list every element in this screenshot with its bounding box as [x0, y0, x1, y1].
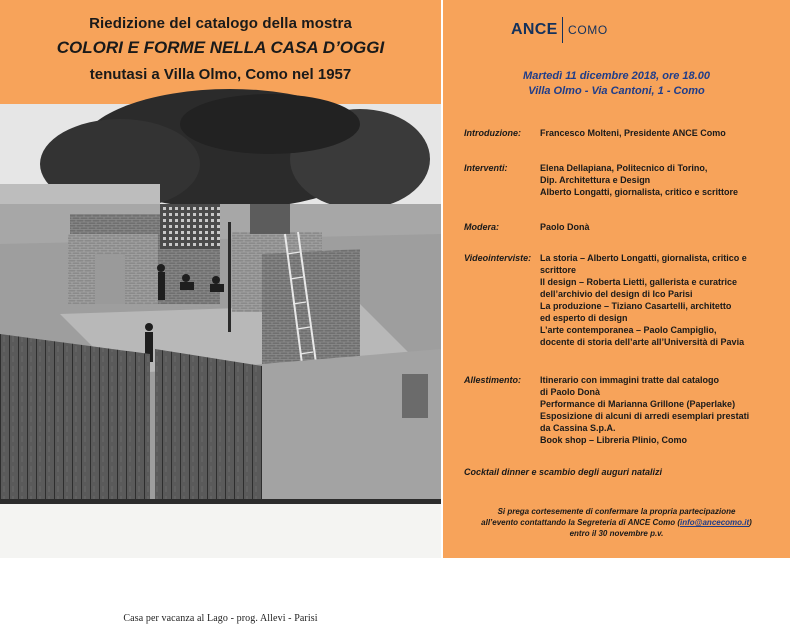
logo-city: COMO — [568, 23, 608, 37]
exhibition-title: COLORI E FORME NELLA CASA D’OGGI — [56, 38, 385, 57]
catalog-title-block — [0, 14, 441, 85]
program-line: L’arte contemporanea – Paolo Campiglio, — [540, 325, 717, 335]
program-line: Francesco Molteni, Presidente ANCE Como — [540, 128, 726, 138]
photo-caption: Casa per vacanza al Lago - prog. Allevi - Parisi — [123, 613, 318, 624]
title-line-1: Riedizione del catalogo della mostra — [89, 15, 352, 32]
event-date: Martedì 11 dicembre 2018, ore 18.00 — [523, 70, 710, 82]
rsvp-note — [443, 506, 790, 539]
program-label: Introduzione: — [464, 128, 521, 138]
program-line: scrittore — [540, 265, 577, 275]
logo-divider — [562, 17, 564, 43]
ance-como-logo — [511, 17, 608, 43]
construction-photo — [0, 104, 441, 504]
program-line: dell’archivio del design di Ico Parisi — [540, 289, 693, 299]
program-line: Book shop – Libreria Plinio, Como — [540, 435, 688, 445]
email-link[interactable]: info@ancecomo.it — [680, 518, 750, 527]
program-label: Modera: — [464, 222, 500, 232]
rsvp-line-2-end: ) — [749, 518, 752, 527]
program-label: Allestimento: — [464, 375, 522, 385]
logo-brand: ANCE — [511, 21, 558, 38]
rsvp-line-1: Si prega cortesemente di confermare la propria partecipazione — [497, 507, 736, 516]
cocktail-note: Cocktail dinner e scambio degli auguri natalizi — [464, 467, 663, 477]
program-value — [540, 162, 784, 198]
invitation-panel — [443, 0, 790, 558]
program-value — [540, 221, 784, 233]
rsvp-line-2-text: all’evento contattando la Segreteria di ANCE Como ( — [481, 518, 681, 527]
program-line: Esposizione di alcuni di arredi esemplari prestati — [540, 411, 750, 421]
program-line: Dip. Architettura e Design — [540, 175, 651, 185]
program-line: Itinerario con immagini tratte dal catalogo — [540, 375, 720, 385]
program-line: da Cassina S.p.A. — [540, 423, 616, 433]
photo-card — [0, 104, 441, 624]
title-line-3: tenutasi a Villa Olmo, Como nel 1957 — [89, 66, 352, 83]
program-value — [540, 127, 784, 139]
event-details — [443, 69, 790, 99]
program-label: Interventi: — [464, 163, 508, 173]
program-line: Paolo Donà — [540, 222, 590, 232]
program-line: Performance di Marianna Grillone (Paperlake) — [540, 399, 736, 409]
program-line: La storia – Alberto Longatti, giornalista, critico e — [540, 253, 747, 263]
program-value — [540, 252, 784, 348]
program-line: Elena Dellapiana, Politecnico di Torino, — [540, 163, 708, 173]
program-line: ed esperto di design — [540, 313, 628, 323]
program-line: Il design – Roberta Lietti, gallerista e curatrice — [540, 277, 738, 287]
event-location: Villa Olmo - Via Cantoni, 1 - Como — [528, 85, 705, 97]
program-line: di Paolo Donà — [540, 387, 601, 397]
rsvp-deadline: entro il 30 novembre p.v. — [569, 529, 664, 538]
program-line: Alberto Longatti, giornalista, critico e scrittore — [540, 187, 739, 197]
program-line: docente di storia dell’arte all’Università di Pavia — [540, 337, 745, 347]
program-value — [540, 374, 784, 446]
program-label: Videointerviste: — [464, 253, 532, 263]
program-line: La produzione – Tiziano Casartelli, architetto — [540, 301, 732, 311]
rsvp-line-2 — [443, 517, 790, 528]
